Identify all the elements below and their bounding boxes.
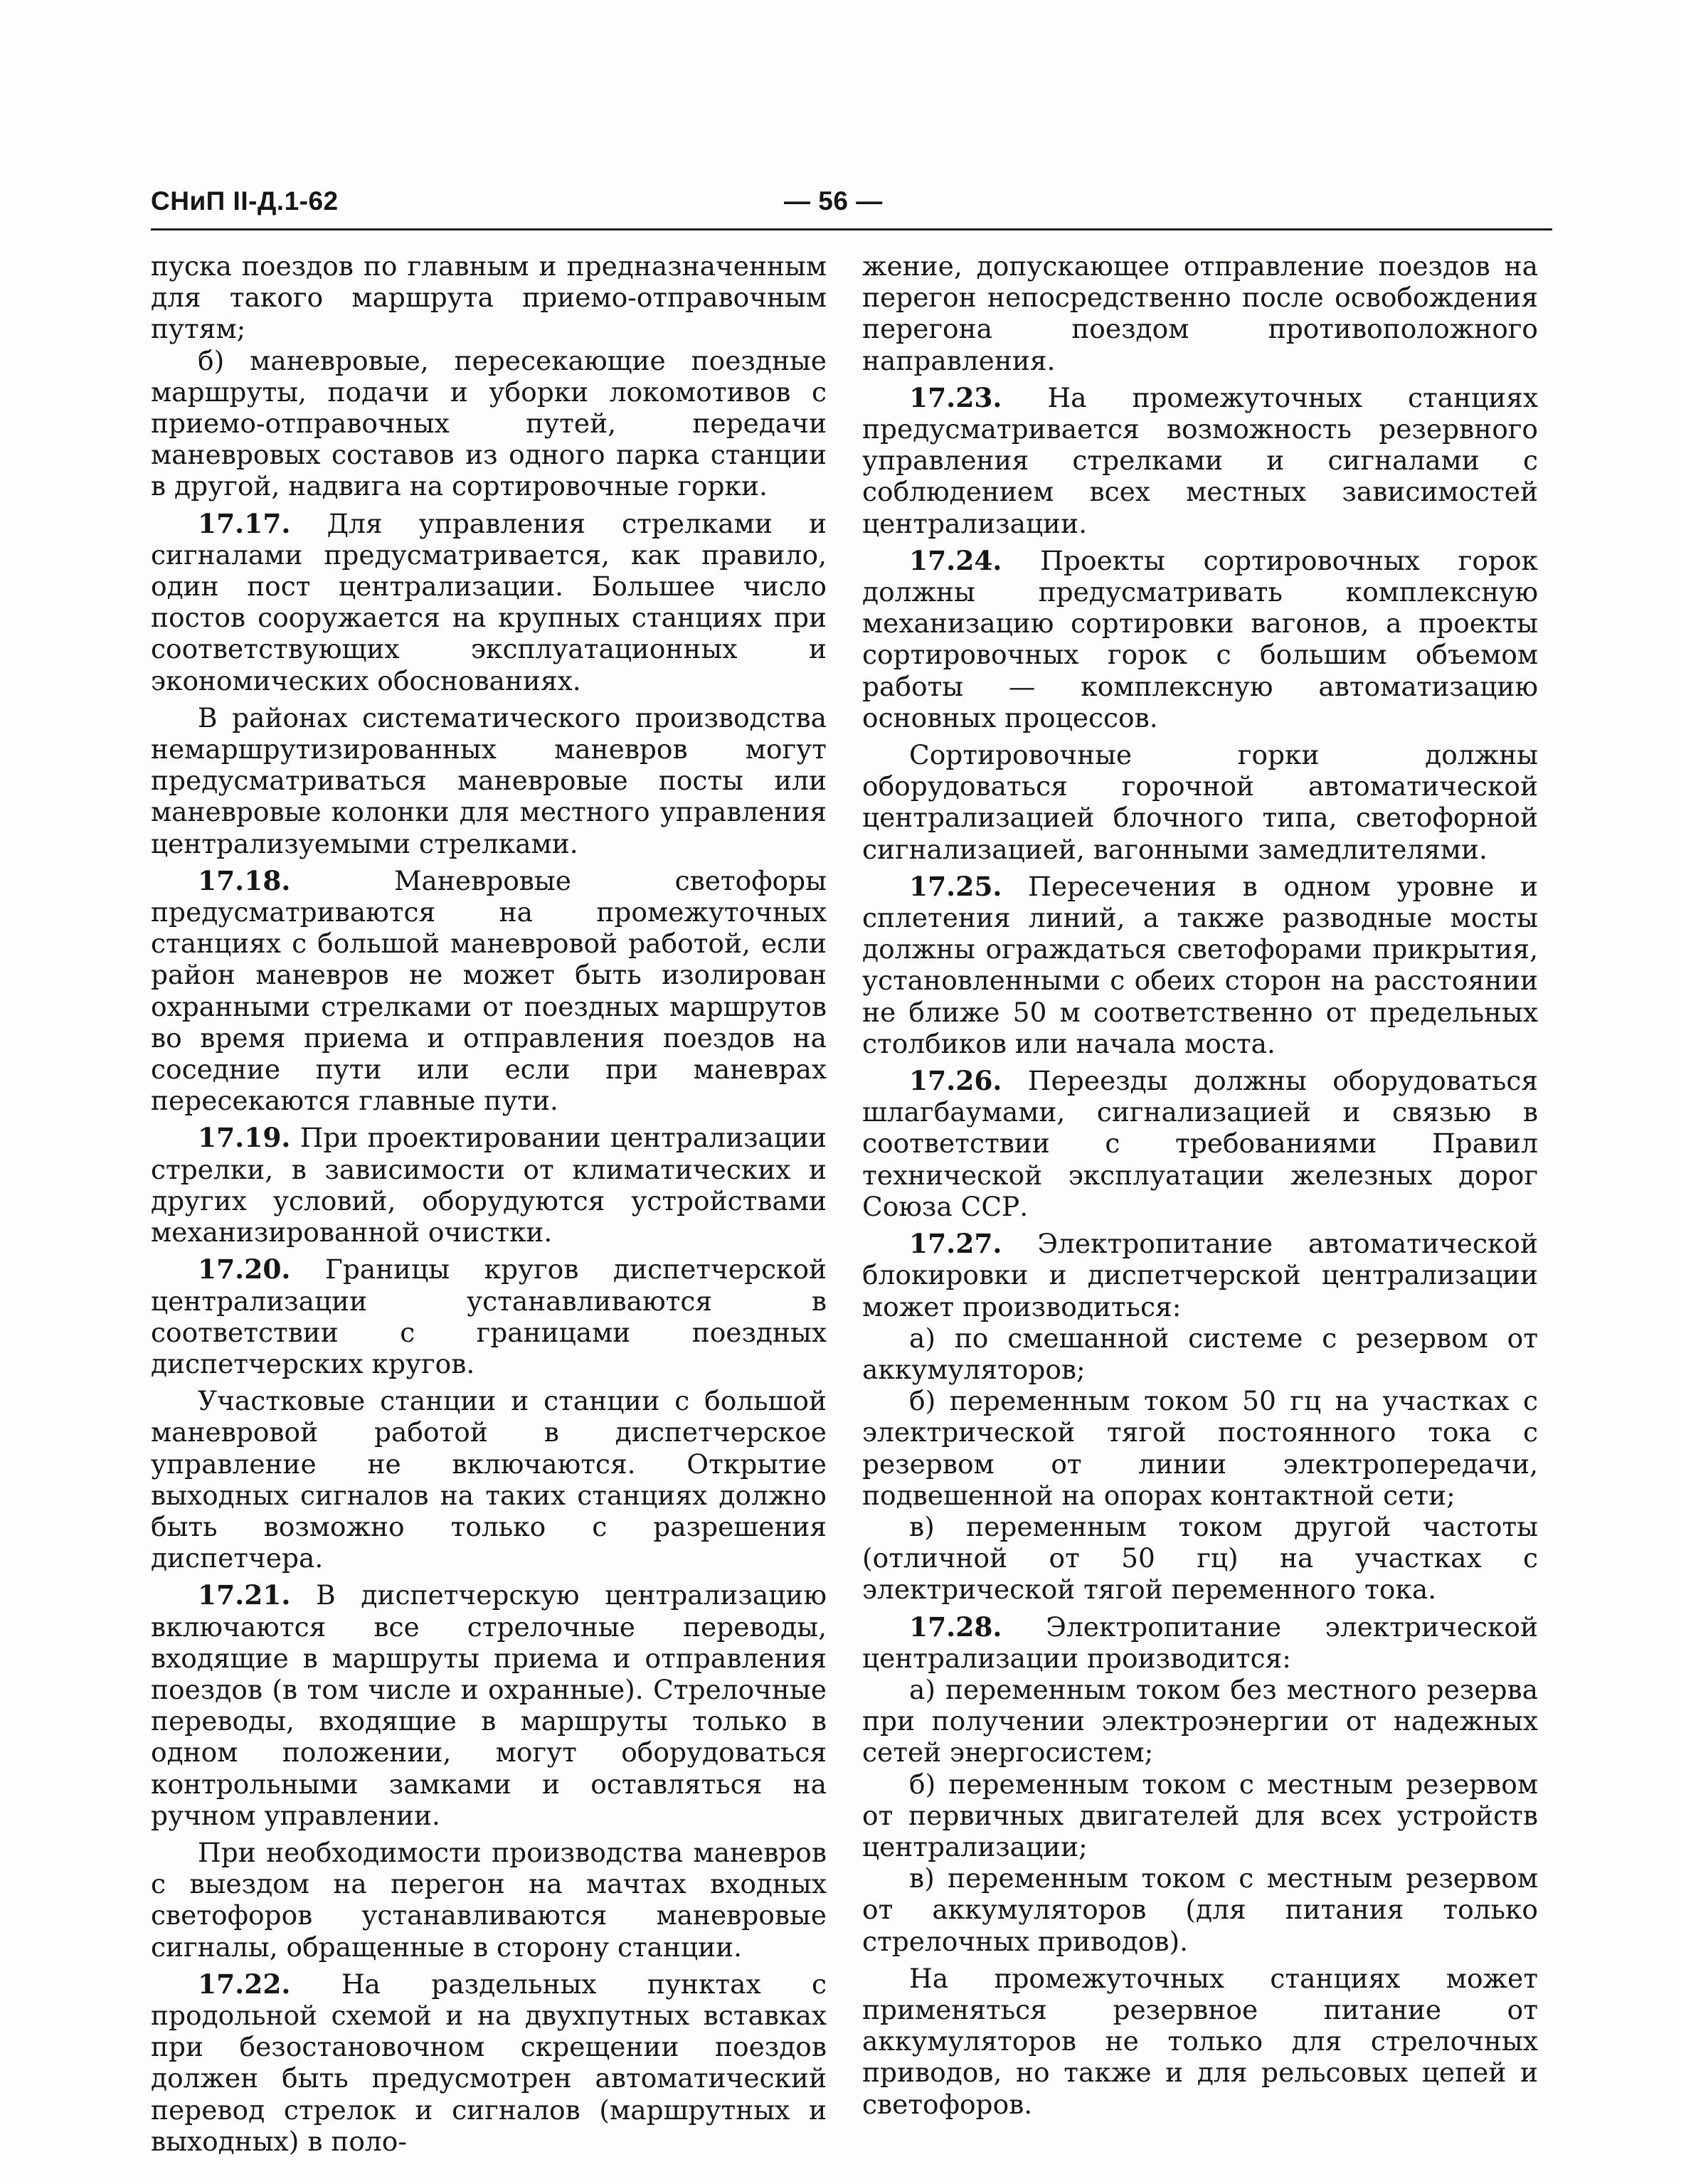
paragraph	[151, 345, 827, 502]
paragraph-text: Сортировочные горки должны оборудоваться горочной автоматической централизацией блочного типа, светофорной сигнализацией, вагонными замедлителями.	[862, 739, 1538, 865]
paragraph-text: Участковые станции и станции с большой маневровой работой в диспетчерское управление не включаются. Открытие выходных сигналов на таких станциях должно быть возможно только с разрешения диспетчера.	[151, 1385, 827, 1574]
list-item	[862, 1385, 1538, 1511]
paragraph-text: При необходимости производства маневров с выездом на перегон на мачтах входных светофоров устанавливаются маневровые сигналы, обращенные в сторону станции.	[151, 1836, 827, 1963]
paragraph-text: а) по смешанной системе с резервом от аккумуляторов;	[862, 1322, 1538, 1385]
clause-17-28	[862, 1611, 1538, 1674]
clause-number: 17.24.	[909, 544, 1002, 576]
clause-number: 17.18.	[198, 864, 291, 896]
right-column	[862, 250, 1538, 2120]
paragraph-text: а) переменным током без местного резерва при получении электроэнергии от надежных сетей энергосистем;	[862, 1673, 1538, 1769]
clause-number: 17.22.	[198, 1968, 291, 2000]
paragraph-text: б) переменным током с местным резервом от первичных двигателей для всех устройств централизации;	[862, 1768, 1538, 1862]
clause-17-25	[862, 871, 1538, 1059]
clause-number: 17.25.	[909, 870, 1002, 902]
paragraph-text: Пересечения в одном уровне и сплетения линий, а также разводные мосты должны ограждаться светофорами прикрытия, установленными с обеих сторон на расстоянии не ближе 50 м соответственно от предельных столбиков или начала моста.	[862, 870, 1539, 1059]
clause-number: 17.17.	[198, 507, 291, 539]
paragraph-text: Проекты сортировочных горок должны предусматривать комплексную механизацию сортировки вагонов, а проекты сортировочных горок с большим объемом работы — комплексную автоматизацию основных процессов.	[862, 544, 1538, 733]
clause-number: 17.23.	[909, 381, 1002, 413]
paragraph-text: Маневровые светофоры предусматриваются на промежуточных станциях с большой маневровой работой, если район маневров не может быть изолирован охранными стрелками от поездных маршрутов во время приема и отправления поездов на соседние пути или если при маневрах пересекаются главные пути.	[151, 864, 827, 1117]
list-item	[862, 1769, 1538, 1863]
paragraph	[862, 1963, 1538, 2120]
clause-number: 17.21.	[198, 1579, 291, 1611]
page-header	[151, 186, 1552, 222]
paragraph-text: Границы кругов диспетчерской централизации устанавливаются в соответствии с границами поездных диспетчерских кругов.	[151, 1253, 827, 1379]
paragraph	[151, 250, 827, 345]
list-item	[862, 1322, 1538, 1385]
list-item	[862, 1862, 1538, 1957]
paragraph-text: Электропитание электрической централизации производится:	[862, 1611, 1539, 1674]
paragraph-text: В диспетчерскую централизацию включаются все стрелочные переводы, входящие в маршруты приема и отправления поездов (в том числе и охранные). Стрелочные переводы, входящие в маршруты только в одном положении, могут оборудоваться контрольными замками и оставляться на ручном управлении.	[151, 1579, 827, 1831]
clause-number: 17.20.	[198, 1253, 291, 1286]
clause-17-27	[862, 1228, 1538, 1322]
clause-17-20	[151, 1253, 827, 1379]
paragraph-text: При проектировании централизации стрелки, в зависимости от климатических и других условий, оборудуются устройствами механизированной очистки.	[151, 1122, 827, 1249]
clause-17-24	[862, 545, 1538, 733]
clause-17-21	[151, 1579, 827, 1831]
paragraph-text: На раздельных пунктах с продольной схемой и на двухпутных вставках при безостановочном скрещении поездов должен быть предусмотрен автоматический перевод стрелок и сигналов (маршрутных и выходных) в поло-	[151, 1968, 827, 2157]
clause-17-17	[151, 508, 827, 696]
header-rule	[151, 228, 1552, 230]
list-item	[862, 1674, 1538, 1769]
left-column	[151, 250, 827, 2157]
document-code: СНиП II-Д.1-62	[151, 186, 339, 216]
page-number: — 56 —	[784, 186, 883, 216]
clause-17-26	[862, 1065, 1538, 1222]
paragraph-text: Для управления стрелками и сигналами предусматривается, как правило, один пост централизации. Большее число постов сооружается на крупных станциях при соответствующих эксплуатационных и экономических обоснованиях.	[151, 507, 827, 696]
clause-17-23	[862, 382, 1538, 539]
paragraph-text: жение, допускающее отправление поездов на перегон непосредственно после освобождения перегона поездом противоположного направления.	[862, 250, 1538, 376]
paragraph-text: пуска поездов по главным и предназначенным для такого маршрута приемо-отправочным путям;	[151, 250, 827, 345]
paragraph-text: в) переменным током с местным резервом от аккумуляторов (для питания только стрелочных приводов).	[862, 1862, 1538, 1957]
paragraph-text: б) переменным током 50 гц на участках с электрической тягой постоянного тока с резервом от линии электропередачи, подвешенной на опорах контактной сети;	[862, 1385, 1538, 1511]
paragraph	[151, 1385, 827, 1574]
paragraph	[151, 1837, 827, 1963]
paragraph-text: б) маневровые, пересекающие поездные маршруты, подачи и уборки локомотивов с приемо-отправочных путей, передачи маневровых составов из одного парка станции в другой, надвига на сортировочные горки.	[151, 344, 827, 502]
clause-number: 17.27.	[909, 1228, 1002, 1260]
paragraph-text: в) переменным током другой частоты (отличной от 50 гц) на участках с электрической тягой переменного тока.	[862, 1510, 1538, 1606]
paragraph-text: На промежуточных станциях предусматривается возможность резервного управления стрелками и сигналами с соблюдением всех местных зависимостей централизации.	[862, 381, 1538, 539]
paragraph-text: Переезды должны оборудоваться шлагбаумами, сигнализацией и связью в соответствии с требованиями Правил технической эксплуатации железных дорог Союза ССР.	[862, 1065, 1538, 1222]
list-item	[862, 1511, 1538, 1606]
clause-17-22	[151, 1968, 827, 2157]
paragraph-text: На промежуточных станциях может применяться резервное питание от аккумуляторов не только для стрелочных приводов, но также и для рельсовых цепей и светофоров.	[862, 1962, 1538, 2120]
clause-number: 17.26.	[909, 1065, 1002, 1097]
paragraph-text: В районах систематического производства немаршрутизированных маневров могут предусматриваться маневровые посты или маневровые колонки для местного управления централизуемыми стрелками.	[151, 701, 827, 859]
paragraph	[151, 702, 827, 859]
paragraph	[862, 250, 1538, 376]
clause-number: 17.28.	[909, 1611, 1002, 1643]
clause-17-18	[151, 865, 827, 1117]
paragraph-text: Электропитание автоматической блокировки и диспетчерской централизации может производиться:	[862, 1228, 1538, 1322]
paragraph	[862, 739, 1538, 865]
clause-number: 17.19.	[198, 1122, 291, 1154]
clause-17-19	[151, 1122, 827, 1248]
